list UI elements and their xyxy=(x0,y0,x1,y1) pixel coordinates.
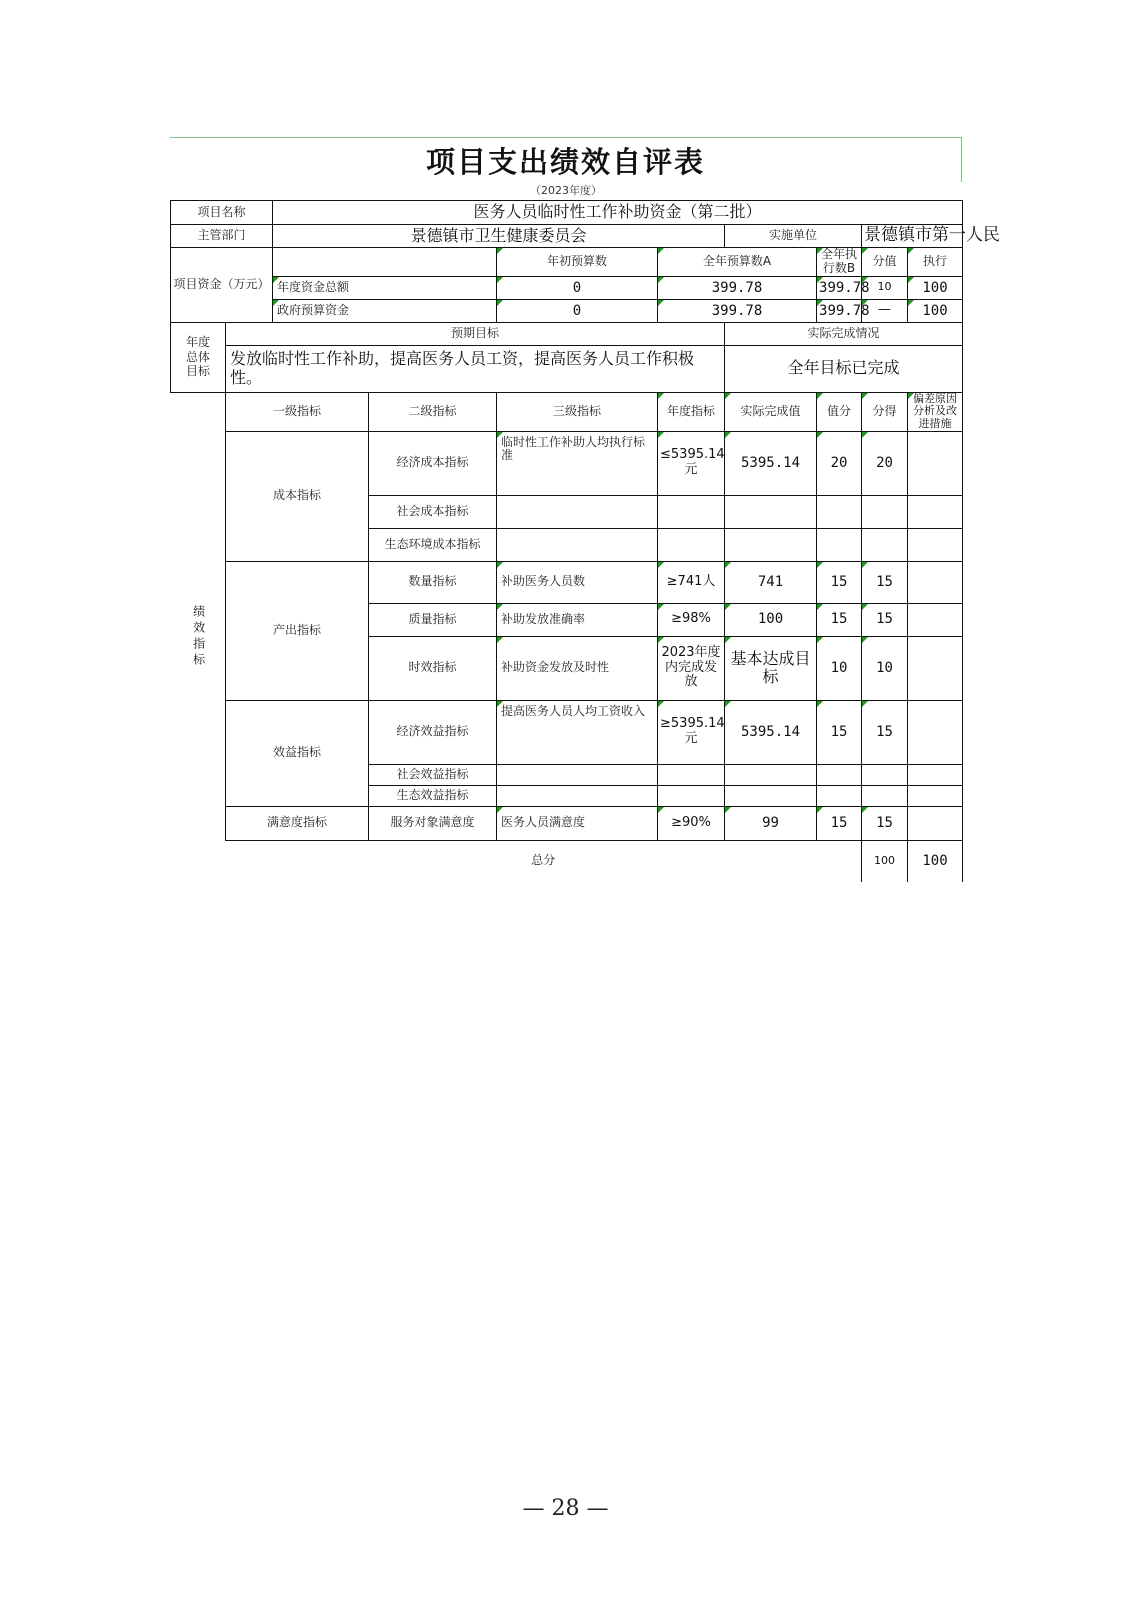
sheet-year: （2023年度） xyxy=(530,184,602,197)
value-score xyxy=(817,528,862,561)
level2: 社会成本指标 xyxy=(369,495,497,528)
funds-header-exec: 全年执行数B xyxy=(817,248,862,277)
implementer-value: 景德镇市第一人民 xyxy=(862,225,963,248)
actual-value: 5395.14 xyxy=(725,431,817,495)
goal-label-text: 年度总体目标 xyxy=(185,335,210,379)
indicator-header-row xyxy=(171,392,963,431)
page-number: — 28 — xyxy=(522,1496,609,1521)
funds-header-exec-rate: 执行 xyxy=(908,248,963,277)
level3 xyxy=(497,495,658,528)
target: ≥5395.14元 xyxy=(658,700,725,764)
department-label: 主管部门 xyxy=(171,225,273,248)
total-score: 100 xyxy=(908,840,963,882)
project-name-row xyxy=(171,201,963,225)
level2: 经济效益指标 xyxy=(369,700,497,764)
funds-annual: 399.78 xyxy=(658,276,817,299)
indicators-label-cell xyxy=(171,392,226,882)
department-row xyxy=(171,225,963,248)
level2: 数量指标 xyxy=(369,561,497,603)
level3: 医务人员满意度 xyxy=(497,806,658,840)
target: ≤5395.14元 xyxy=(658,431,725,495)
deviation xyxy=(908,785,963,806)
deviation xyxy=(908,603,963,636)
level2: 服务对象满意度 xyxy=(369,806,497,840)
funds-total-row xyxy=(171,276,963,299)
funds-label: 项目资金（万元） xyxy=(171,248,273,323)
deviation xyxy=(908,528,963,561)
value-score: 15 xyxy=(817,561,862,603)
target: ≥741人 xyxy=(658,561,725,603)
target: ≥90% xyxy=(658,806,725,840)
deviation xyxy=(908,561,963,603)
implementer-label: 实施单位 xyxy=(725,225,862,248)
goal-expected-header: 预期目标 xyxy=(226,322,725,345)
funds-exec-rate: 100 xyxy=(908,299,963,322)
earned-score: 20 xyxy=(862,431,908,495)
sheet-title: 项目支出绩效自评表 xyxy=(170,137,962,182)
level3: 补助资金发放及时性 xyxy=(497,636,658,700)
value-score: 15 xyxy=(817,603,862,636)
funds-score-value: — xyxy=(862,299,908,322)
earned-score xyxy=(862,785,908,806)
funds-initial: 0 xyxy=(497,276,658,299)
funds-header-score-value: 分值 xyxy=(862,248,908,277)
earned-score: 15 xyxy=(862,806,908,840)
funds-header-blank xyxy=(273,248,497,277)
level2: 生态环境成本指标 xyxy=(369,528,497,561)
header-deviation: 偏差原因分析及改进措施 xyxy=(908,392,963,431)
level3: 提高医务人员人均工资收入 xyxy=(497,700,658,764)
indicator-row xyxy=(171,431,963,495)
level1-output: 产出指标 xyxy=(226,561,369,700)
total-value: 100 xyxy=(862,840,908,882)
actual-value xyxy=(725,785,817,806)
level1-cost: 成本指标 xyxy=(226,431,369,561)
level2: 质量指标 xyxy=(369,603,497,636)
target xyxy=(658,495,725,528)
funds-row-label: 年度资金总额 xyxy=(273,276,497,299)
deviation xyxy=(908,764,963,785)
deviation xyxy=(908,806,963,840)
funds-exec: 399.78 xyxy=(817,299,862,322)
earned-score: 15 xyxy=(862,603,908,636)
target: ≥98% xyxy=(658,603,725,636)
actual-value: 99 xyxy=(725,806,817,840)
goal-actual: 全年目标已完成 xyxy=(725,345,963,392)
header-level2: 二级指标 xyxy=(369,392,497,431)
level3 xyxy=(497,785,658,806)
goal-content-row xyxy=(171,345,963,392)
funds-exec: 399.78 xyxy=(817,276,862,299)
earned-score xyxy=(862,528,908,561)
value-score: 20 xyxy=(817,431,862,495)
funds-gov-row xyxy=(171,299,963,322)
header-level3: 三级指标 xyxy=(497,392,658,431)
earned-score: 10 xyxy=(862,636,908,700)
total-row xyxy=(171,840,963,882)
target xyxy=(658,528,725,561)
header-level1: 一级指标 xyxy=(226,392,369,431)
level2: 生态效益指标 xyxy=(369,785,497,806)
performance-self-evaluation-sheet xyxy=(170,137,1001,882)
indicator-row xyxy=(171,561,963,603)
target xyxy=(658,785,725,806)
funds-annual: 399.78 xyxy=(658,299,817,322)
deviation xyxy=(908,431,963,495)
project-name-label: 项目名称 xyxy=(171,201,273,225)
funds-exec-rate: 100 xyxy=(908,276,963,299)
earned-score xyxy=(862,495,908,528)
earned-score: 15 xyxy=(862,700,908,764)
level3 xyxy=(497,764,658,785)
indicator-row xyxy=(171,700,963,764)
deviation xyxy=(908,495,963,528)
goal-header-row xyxy=(171,322,963,345)
level2: 经济成本指标 xyxy=(369,431,497,495)
level3: 补助发放准确率 xyxy=(497,603,658,636)
goal-label xyxy=(171,322,226,392)
level3 xyxy=(497,528,658,561)
indicators-label: 绩效指标 xyxy=(191,605,206,670)
value-score xyxy=(817,785,862,806)
value-score: 10 xyxy=(817,636,862,700)
funds-header-initial: 年初预算数 xyxy=(497,248,658,277)
value-score: 15 xyxy=(817,700,862,764)
actual-value: 100 xyxy=(725,603,817,636)
funds-initial: 0 xyxy=(497,299,658,322)
target: 2023年度内完成发放 xyxy=(658,636,725,700)
earned-score: 15 xyxy=(862,561,908,603)
funds-row-label: 政府预算资金 xyxy=(273,299,497,322)
header-score: 分得 xyxy=(862,392,908,431)
value-score: 15 xyxy=(817,806,862,840)
funds-score-value: 10 xyxy=(862,276,908,299)
goal-actual-header: 实际完成情况 xyxy=(725,322,963,345)
actual-value: 741 xyxy=(725,561,817,603)
deviation xyxy=(908,700,963,764)
target xyxy=(658,764,725,785)
value-score xyxy=(817,495,862,528)
total-label: 总分 xyxy=(226,840,862,882)
actual-value: 基本达成目标 xyxy=(725,636,817,700)
funds-header-annual: 全年预算数A xyxy=(658,248,817,277)
level2: 社会效益指标 xyxy=(369,764,497,785)
actual-value xyxy=(725,764,817,785)
level3: 临时性工作补助人均执行标准 xyxy=(497,431,658,495)
deviation xyxy=(908,636,963,700)
funds-header-row xyxy=(171,248,963,277)
actual-value xyxy=(725,495,817,528)
evaluation-table xyxy=(170,200,1001,882)
header-actual: 实际完成值 xyxy=(725,392,817,431)
earned-score xyxy=(862,764,908,785)
value-score xyxy=(817,764,862,785)
department-value: 景德镇市卫生健康委员会 xyxy=(273,225,725,248)
project-name-value: 医务人员临时性工作补助资金（第二批） xyxy=(273,201,963,225)
goal-expected: 发放临时性工作补助，提高医务人员工资，提高医务人员工作积极性。 xyxy=(226,345,725,392)
header-target: 年度指标 xyxy=(658,392,725,431)
indicator-row xyxy=(171,806,963,840)
level2: 时效指标 xyxy=(369,636,497,700)
level1-satisfaction: 满意度指标 xyxy=(226,806,369,840)
level1-benefit: 效益指标 xyxy=(226,700,369,806)
actual-value xyxy=(725,528,817,561)
actual-value: 5395.14 xyxy=(725,700,817,764)
level3: 补助医务人员数 xyxy=(497,561,658,603)
header-value: 值分 xyxy=(817,392,862,431)
